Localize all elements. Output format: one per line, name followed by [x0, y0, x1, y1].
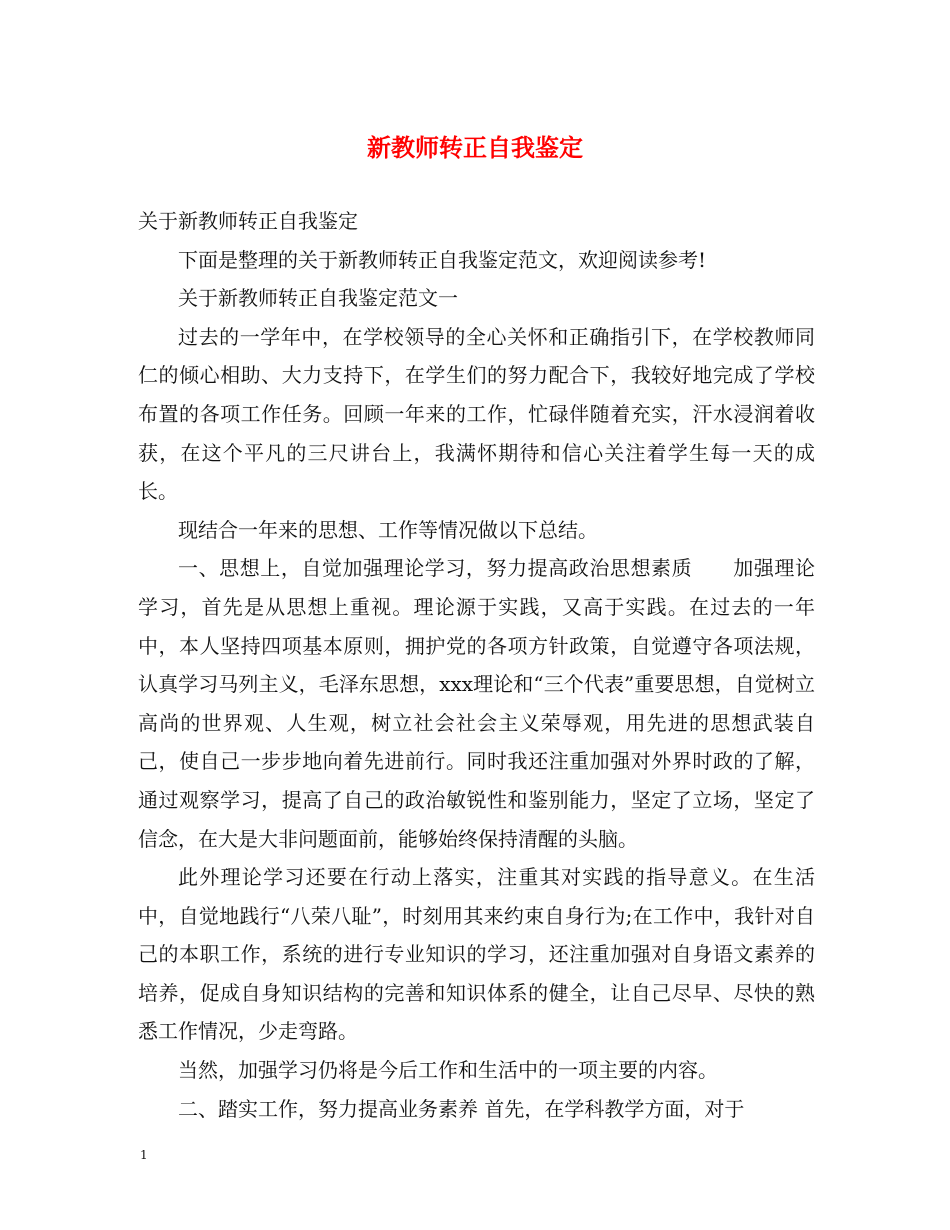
document-body [138, 202, 815, 1128]
paragraph: 过去的一学年中，在学校领导的全心关怀和正确指引下，在学校教师同仁的倾心相助、大力支持下，在学生们的努力配合下，我较好地完成了学校布置的各项工作任务。回顾一年来的工作，忙碌伴随着充实，汗水浸润着收获，在这个平凡的三尺讲台上，我满怀期待和信心关注着学生每一天的成长。 [138, 324, 815, 504]
paragraph: 现结合一年来的思想、工作等情况做以下总结。 [178, 517, 598, 542]
page-number: 1 [140, 1148, 148, 1162]
paragraph: 此外理论学习还要在行动上落实，注重其对实践的指导意义。在生活中，自觉地践行“八荣八耻”，时刻用其来约束自身行为;在工作中，我针对自己的本职工作，系统的进行专业知识的学习，还注重加强对自身语文素养的培养，促成自身知识结构的完善和知识体系的健全，让自己尽早、尽快的熟悉工作情况，少走弯路。 [138, 865, 815, 1044]
paragraph: 下面是整理的关于新教师转正自我鉴定范文，欢迎阅读参考! [178, 247, 707, 272]
document-title: 新教师转正自我鉴定 [367, 133, 583, 162]
paragraph: 一、思想上，自觉加强理论学习，努力提高政治思想素质 加强理论学习，首先是从思想上重视。理论源于实践，又高于实践。在过去的一年中，本人坚持四项基本原则，拥护党的各项方针政策，自觉遵守各项法规，认真学习马列主义，毛泽东思想，xxx理论和“三个代表”重要思想，自觉树立高尚的世界观、人生观，树立社会社会主义荣辱观，用先进的思想武装自己，使自己一步步地向着先进前行。同时我还注重加强对外界时政的了解，通过观察学习，提高了自己的政治敏锐性和鉴别能力，坚定了立场，坚定了信念，在大是大非问题面前，能够始终保持清醒的头脑。 [138, 556, 815, 851]
heading-line: 关于新教师转正自我鉴定 [138, 209, 358, 233]
paragraph: 当然，加强学习仍将是今后工作和生活中的一项主要的内容。 [178, 1058, 718, 1083]
paragraph: 二、踏实工作，努力提高业务素养 首先，在学科教学方面，对于 [178, 1096, 745, 1121]
paragraph: 关于新教师转正自我鉴定范文一 [178, 286, 458, 311]
